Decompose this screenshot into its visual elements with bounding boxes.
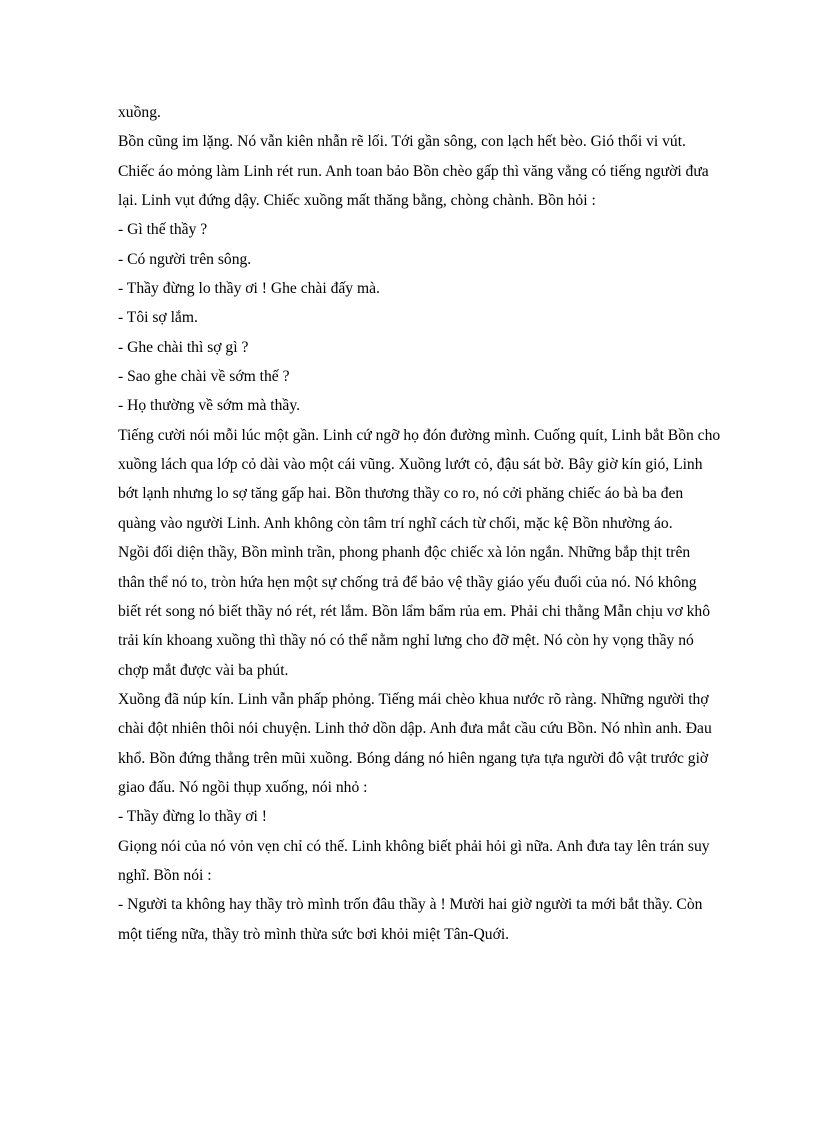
text-line: xuồng. bbox=[118, 104, 161, 121]
body-text bbox=[118, 98, 721, 949]
text-line: - Tôi sợ lắm. bbox=[118, 309, 198, 327]
text-line: - Ghe chài thì sợ gì ? bbox=[118, 338, 249, 356]
text-line: Xuồng đã núp kín. Linh vẫn phấp phỏng. Tiếng mái chèo khua nước rõ ràng. Những người thợ bbox=[118, 690, 709, 708]
text-line: Tiếng cười nói mỗi lúc một gần. Linh cứ ngỡ họ đón đường mình. Cuống quít, Linh bắt Bồn cho bbox=[118, 426, 721, 444]
text-line: - Sao ghe chài về sớm thế ? bbox=[118, 368, 290, 386]
text-line: lại. Linh vụt đứng dậy. Chiếc xuồng mất thăng bằng, chòng chành. Bồn hỏi : bbox=[118, 192, 596, 210]
text-line: Giọng nói của nó vỏn vẹn chỉ có thế. Linh không biết phải hỏi gì nữa. Anh đưa tay lên trán suy bbox=[118, 837, 710, 855]
text-line: trải kín khoang xuồng thì thầy nó có thể nằm nghỉ lưng cho đỡ mệt. Nó còn hy vọng thầy nó bbox=[118, 632, 694, 650]
text-line: chài đột nhiên thôi nói chuyện. Linh thở dồn dập. Anh đưa mắt cầu cứu Bồn. Nó nhìn anh. Đau bbox=[118, 720, 712, 738]
text-line: giao đấu. Nó ngồi thụp xuống, nói nhỏ : bbox=[118, 778, 368, 796]
text-line: - Thầy đừng lo thầy ơi ! Ghe chài đấy mà. bbox=[118, 280, 380, 298]
text-line: Chiếc áo mỏng làm Linh rét run. Anh toan bảo Bồn chèo gấp thì văng vẳng có tiếng người đưa bbox=[118, 162, 709, 180]
text-line: Bồn cũng im lặng. Nó vẫn kiên nhẫn rẽ lối. Tới gần sông, con lạch hết bèo. Gió thổi vi vút. bbox=[118, 133, 686, 151]
text-line: - Người ta không hay thầy trò mình trốn đâu thầy à ! Mười hai giờ người ta mới bắt thầy. Còn bbox=[118, 896, 703, 914]
text-line: - Thầy đừng lo thầy ơi ! bbox=[118, 808, 267, 826]
text-line: một tiếng nữa, thầy trò mình thừa sức bơi khỏi miệt Tân-Quới. bbox=[118, 925, 510, 943]
text-line: khổ. Bồn đứng thẳng trên mũi xuồng. Bóng dáng nó hiên ngang tựa tựa người đô vật trước giờ bbox=[118, 749, 709, 767]
text-line: - Họ thường về sớm mà thầy. bbox=[118, 397, 301, 415]
text-line: quàng vào người Linh. Anh không còn tâm trí nghĩ cách từ chối, mặc kệ Bồn nhường áo. bbox=[118, 514, 673, 532]
text-line: biết rét song nó biết thầy nó rét, rét lắm. Bồn lẩm bẩm rủa em. Phải chi thằng Mẫn chịu vơ khô bbox=[118, 602, 711, 620]
text-line: - Có người trên sông. bbox=[118, 250, 252, 268]
text-line: chợp mắt được vài ba phút. bbox=[118, 661, 289, 679]
text-line: - Gì thế thầy ? bbox=[118, 221, 208, 239]
text-line: xuồng lách qua lớp cỏ dài vào một cái vũng. Xuồng lướt cỏ, đậu sát bờ. Bây giờ kín gió, Linh bbox=[118, 456, 703, 474]
text-line: thân thể nó to, tròn hứa hẹn một sự chống trả để bảo vệ thầy giáo yếu đuối của nó. Nó không bbox=[118, 573, 697, 591]
text-line: bớt lạnh nhưng lo sợ tăng gấp hai. Bồn thương thầy co ro, nó cởi phăng chiếc áo bà ba đen bbox=[118, 485, 684, 503]
text-line: Ngồi đối diện thầy, Bồn mình trần, phong phanh độc chiếc xà lỏn ngắn. Những bắp thịt trên bbox=[118, 544, 691, 562]
text-line: nghĩ. Bồn nói : bbox=[118, 866, 212, 884]
